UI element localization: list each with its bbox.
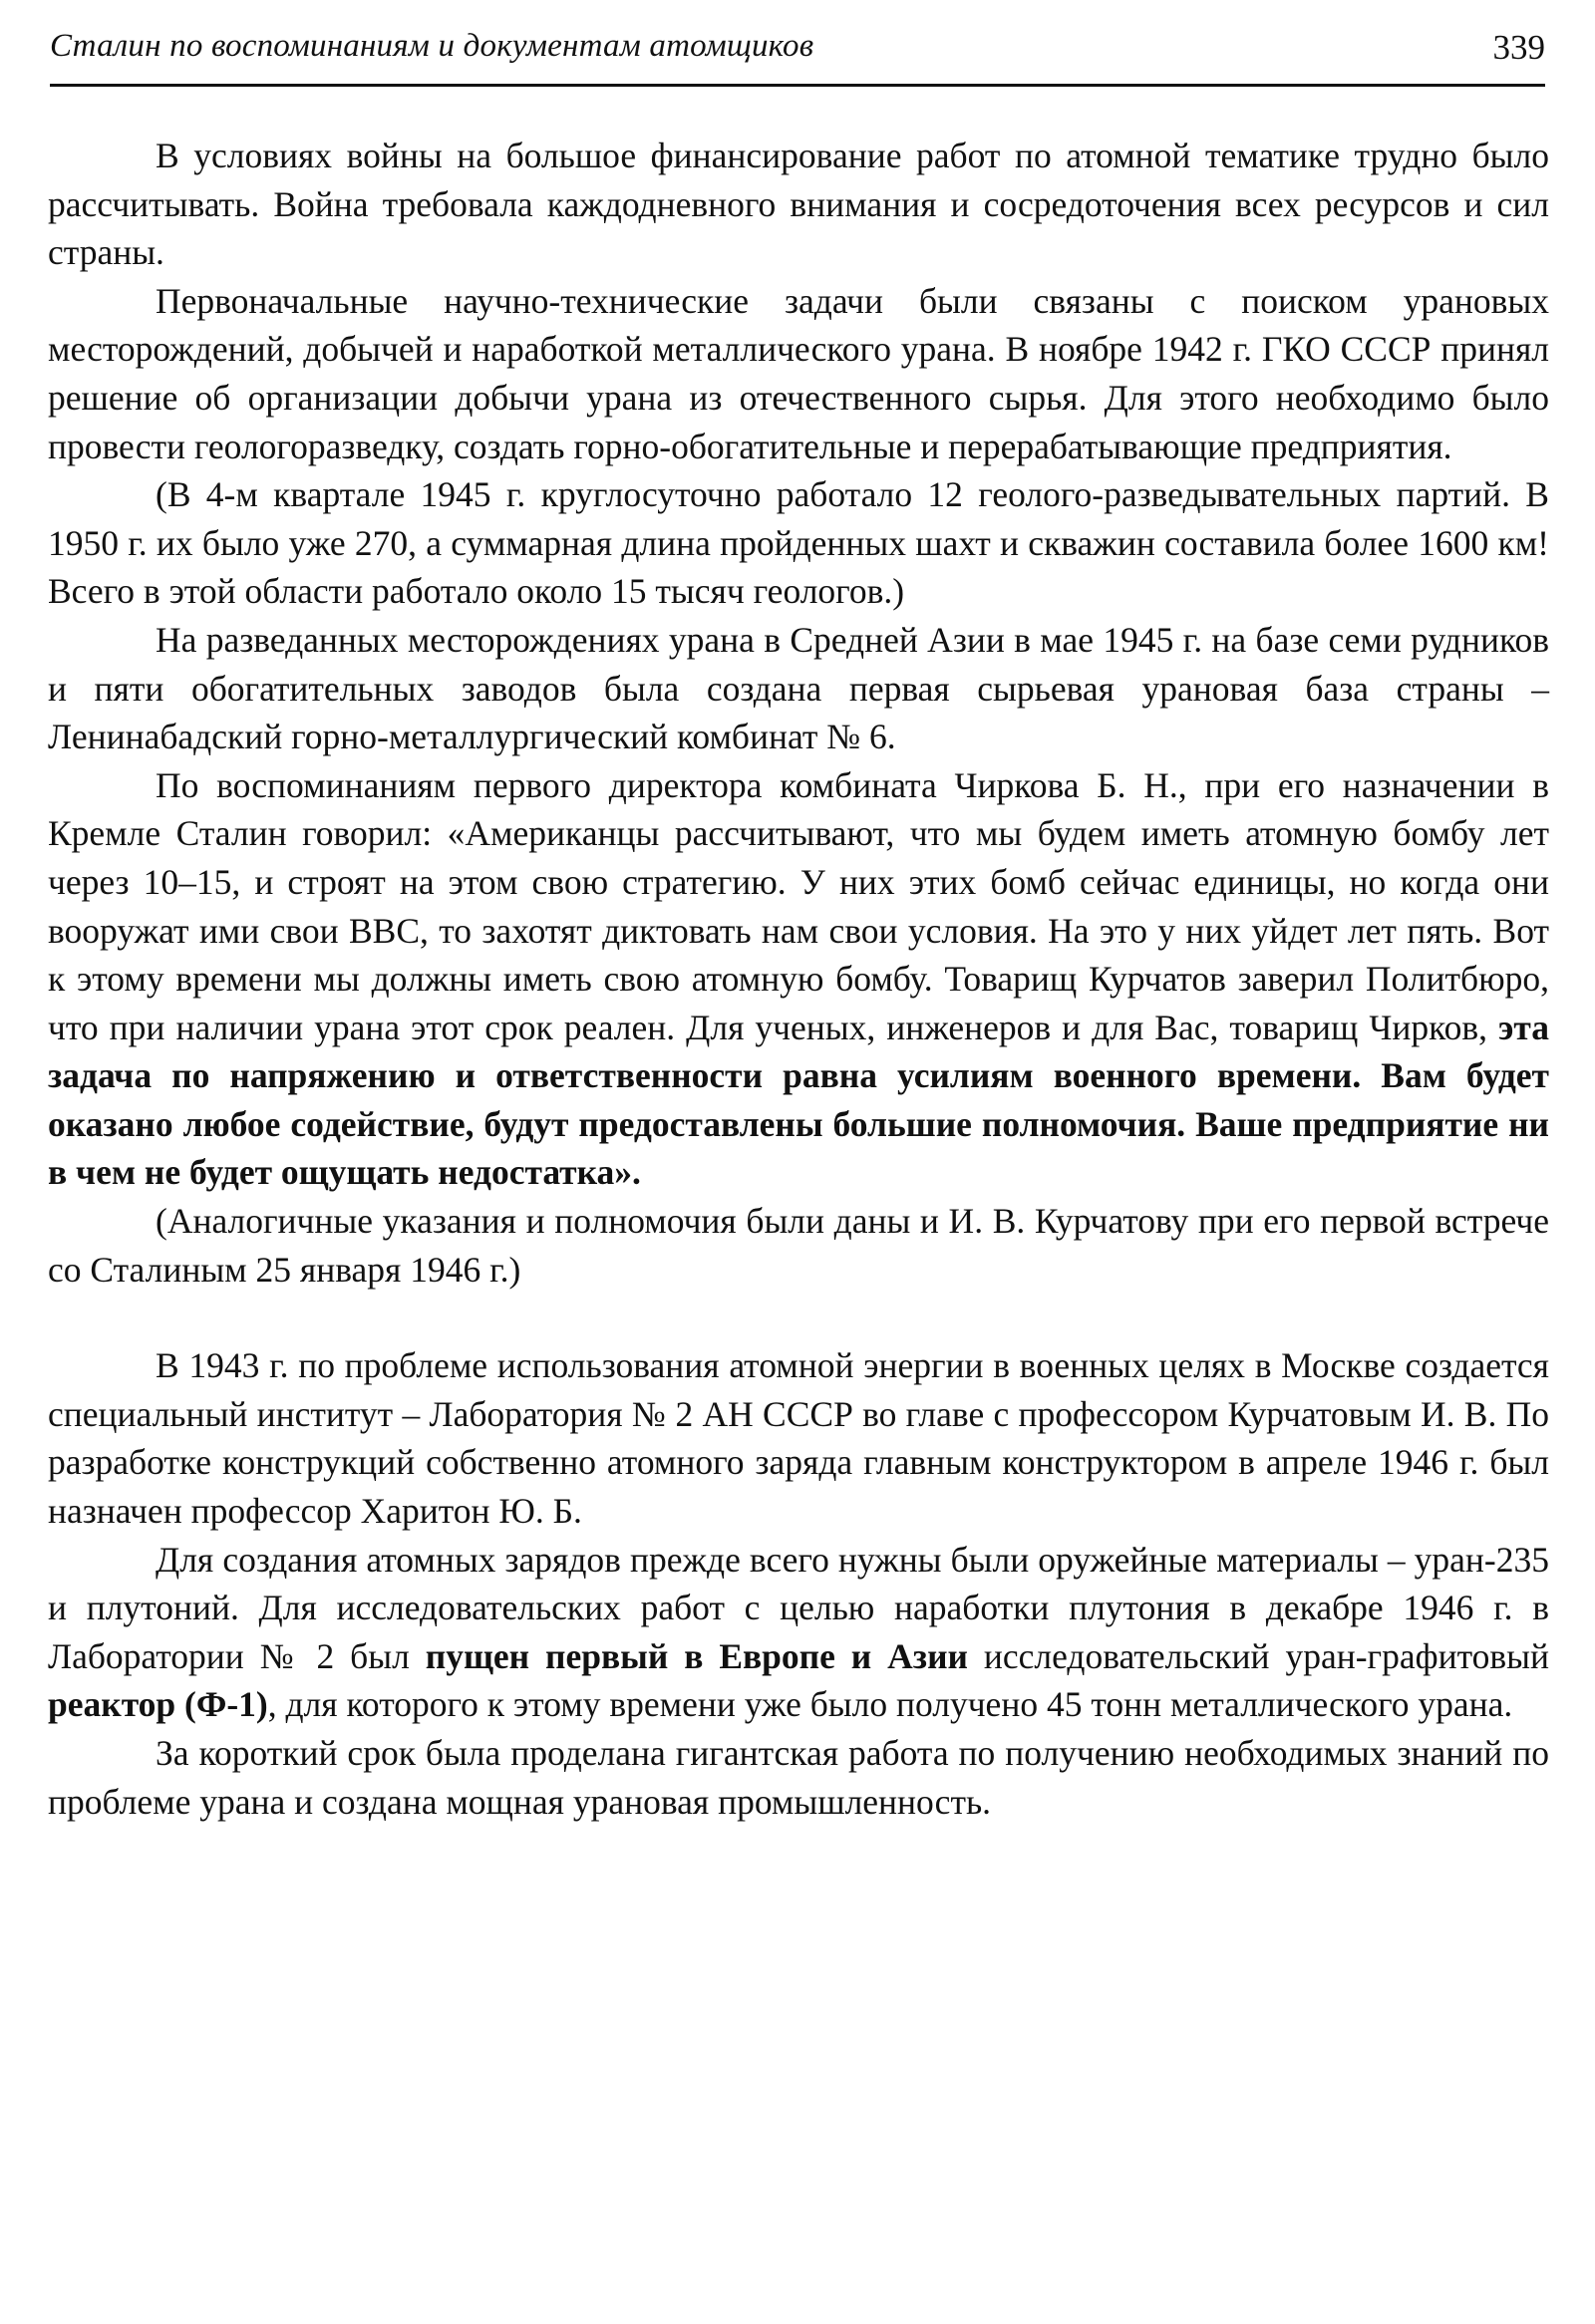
text-segment: За короткий срок была проделана гигантская работа по получению необходимых знаний по проблеме урана и создана мощная урановая промышленность. <box>48 1733 1549 1822</box>
text-segment: (В 4-м квартале 1945 г. круглосуточно работало 12 геолого-разведывательных партий. В 1950 г. их было уже 270, а суммарная длина пройденных шахт и скважин составила более 1600 км! Всего в этой области работало около 15 тысяч геологов.) <box>48 474 1549 612</box>
paragraph <box>48 761 1549 1197</box>
paragraph <box>48 1341 1549 1535</box>
text-segment: По воспоминаниям первого директора комбината Чиркова Б. Н., при его назначении в Кремле Сталин говорил: «Американцы рассчитывают, что мы будем иметь атомную бомбу лет через 10–15, и строят на этом свою стратегию. У них этих бомб сейчас единицы, но когда они вооружат ими свои ВВС, то захотят диктовать нам свои условия. На это у них уйдет лет пять. Вот к этому времени мы должны иметь свою атомную бомбу. Товарищ Курчатов заверил Политбюро, что при наличии урана этот срок реален. Для ученых, инженеров и для Вас, товарищ Чирков, <box>48 764 1549 1047</box>
text-segment: исследовательский уран-графитовый <box>967 1635 1549 1676</box>
bold-text-segment: реактор (Ф-1) <box>48 1684 268 1725</box>
text-segment: В условиях войны на большое финансирование работ по атомной тематике трудно было рассчитывать. Война требовала каждодневного внимания и сосредоточения всех ресурсов и сил страны. <box>48 136 1549 273</box>
paragraph <box>48 132 1549 277</box>
page-header <box>50 24 1545 87</box>
text-segment: , для которого к этому времени уже было получено 45 тонн металлического урана. <box>267 1684 1513 1725</box>
paragraph <box>48 1729 1549 1826</box>
text-segment: В 1943 г. по проблеме использования атомной энергии в военных целях в Москве создается специальный институт – Лаборатория № 2 АН СССР во главе с профессором Курчатовым И. В. По разработке конструкций собственно атомного заряда главным конструктором в апреле 1946 г. был назначен профессор Харитон Ю. Б. <box>48 1345 1549 1532</box>
text-segment: Для создания атомных зарядов прежде всего нужны были оружейные материалы – уран-235 и плутоний. Для исследовательских работ с целью наработки плутония в декабре 1946 г. в Лаборатории № 2 был <box>48 1539 1549 1676</box>
running-title: Сталин по воспоминаниям и документам атомщиков <box>50 28 814 64</box>
paragraph <box>48 616 1549 761</box>
paragraph <box>48 470 1549 616</box>
paragraph <box>48 1197 1549 1294</box>
bold-text-segment: пущен первый в Европе и Азии <box>425 1635 968 1676</box>
text-segment: Первоначальные научно-технические задачи были связаны с поиском урановых месторождений, добычей и наработкой металлического урана. В ноябре 1942 г. ГКО СССР принял решение об организации добычи урана из отечественного сырья. Для этого необходимо было провести геологоразведку, создать горно-обогатительные и перерабатывающие предприятия. <box>48 280 1549 466</box>
body-text <box>48 132 1549 1826</box>
page-number: 339 <box>1492 28 1545 67</box>
text-segment: (Аналогичные указания и полномочия были даны и И. В. Курчатову при его первой встрече со Сталиным 25 января 1946 г.) <box>48 1201 1549 1290</box>
paragraph <box>48 1536 1549 1729</box>
text-segment: На разведанных месторождениях урана в Средней Азии в мае 1945 г. на базе семи рудников и пяти обогатительных заводов была создана первая сырьевая урановая база страны – Ленинабадский горно-металлургический комбинат № 6. <box>48 619 1549 757</box>
paragraph <box>48 277 1549 470</box>
bold-text-segment: эта задача по напряжению и ответственности равна усилиям военного времени. Вам будет оказано любое содействие, будут предоставлены большие полномочия. Ваше предприятие ни в чем не будет ощущать недостатка». <box>48 1007 1549 1193</box>
